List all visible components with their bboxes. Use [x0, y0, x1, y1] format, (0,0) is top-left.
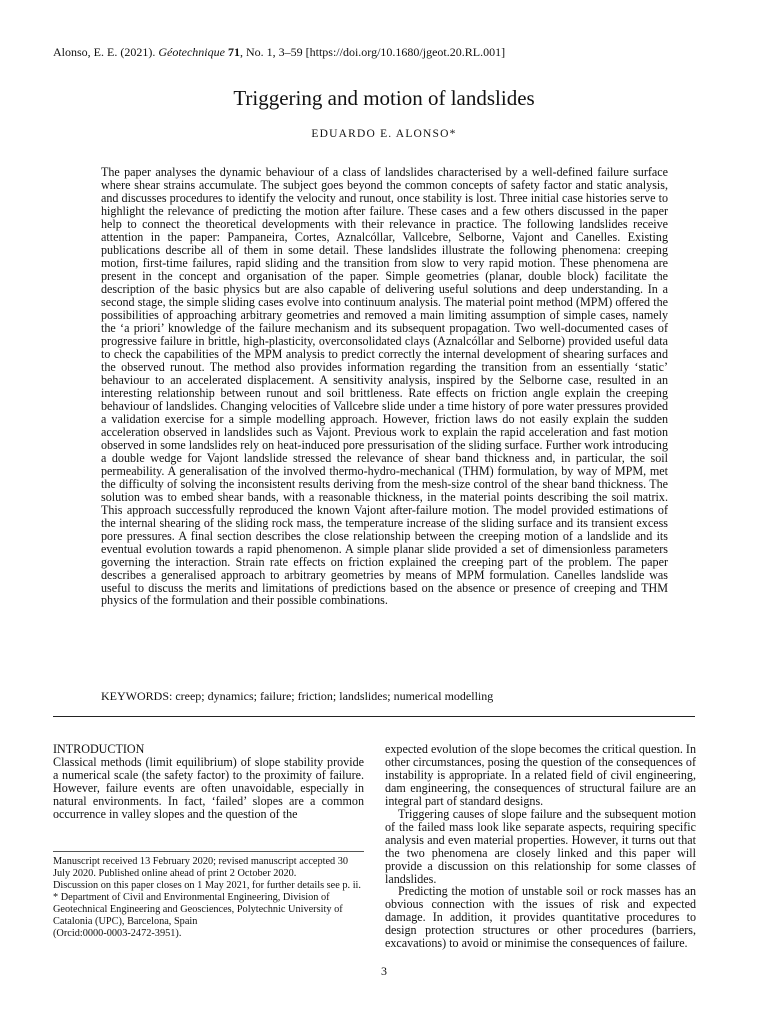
footnote-manuscript: Manuscript received 13 February 2020; revised manuscript accepted 30 July 2020. Published online ahead of print 2 October 2020. — [53, 856, 349, 879]
keywords: KEYWORDS: creep; dynamics; failure; friction; landslides; numerical modelling — [101, 689, 494, 703]
citation-authors-year: Alonso, E. E. (2021). — [53, 45, 159, 59]
footnote-divider — [53, 851, 364, 852]
footnote-orcid: (Orcid:0000-0003-2472-3951). — [53, 928, 182, 939]
abstract: The paper analyses the dynamic behaviour of a class of landslides characterised by a well-defined failure surface where shear strains accumulate. The subject goes beyond the common concepts of safety factor and static analysis, and discusses procedures to identify the velocity and runout, once stability is lost. Three initial case histories serve to highlight the relevance of predicting the motion after failure. These cases and a few others discussed in the paper help to connect the theoretical developments with their relevance in practice. The following landslides receive attention in the paper: Pampaneira, Cortes, Aznalcóllar, Vallcebre, Selborne, Vajont and Canelles. Existing publications describe all of them in some detail. These landslides illustrate the following phenomena: creeping motion, first-time failures, rapid sliding and the transition from slow to very rapid motion. These phenomena are present in the concept and organisation of the paper. Simple geometries (planar, double block) facilitate the description of the basic physics but are also capable of delivering useful solutions and deep understanding. In a second stage, the simple sliding cases evolve into continuum analysis. The material point method (MPM) offered the possibilities of approaching arbitrary geometries and removed a main limiting assumption of simple cases, namely the ‘a priori’ knowledge of the failure mechanism and its subsequent propagation. Two well-documented cases of progressive failure in brittle, high-plasticity, overconsolidated clays (Aznalcóllar and Selborne) provided useful data to check the capabilities of the MPM analysis to predict correctly the internal development of shearing surfaces and the observed runout. The method also provides information regarding the transition from an essentially ‘static’ behaviour to an accelerated displacement. A sensitivity analysis, inspired by the Selborne case, resulted in an interesting relationship between runout and soil brittleness. Rate effects on friction angle explain the creeping behaviour of landslides. Changing velocities of Vallcebre slide under a time history of pore water pressures provided a validation exercise for a simple modelling approach. However, friction laws do not easily explain the sudden acceleration observed in landslides such as Vajont. Previous work to explain the rapid acceleration and fast motion observed in some landslides rely on heat-induced pore pressurisation of the sliding surface. Further work introducing a double wedge for Vajont landslide stressed the relevance of shear band thickness and, in particular, the soil permeability. A generalisation of the involved thermo-hydro-mechanical (THM) formulation, by way of MPM, met the difficulty of solving the inconsistent results deriving from the mesh-size control of the shear band thickness. The solution was to embed shear bands, with a reasonable thickness, in the material points describing the soil matrix. This approach successfully reproduced the known Vajont after-failure motion. The model provided estimations of the internal shearing of the sliding rock mass, the temperature increase of the sliding surface and its transient excess pore pressures. A final section describes the close relationship between the creeping motion of a landslide and its eventual evolution towards a rapid phenomenon. A simple planar slide provided a set of dimensionless parameters governing the interaction. Strain rate effects on friction explained the creeping part of the problem. The paper describes a generalised approach to arbitrary geometries by means of MPM formulation. Canelles landslide was useful to discuss the merits and limitations of predictions based on the absence or presence of creeping and THM physics of the formulation and their possible combinations. — [101, 165, 668, 608]
section-heading-introduction: INTRODUCTION — [53, 742, 145, 756]
right-column — [385, 743, 696, 950]
intro-paragraph-3: Predicting the motion of unstable soil or rock masses has an obvious connection with the issues of risk and expected damage. In addition, it provides quantitative procedures to design protection structures or other procedures (barriers, excavations) to avoid or minimise the consequences of failure. — [385, 884, 696, 951]
section-divider — [53, 716, 695, 717]
citation-doi: , No. 1, 3–59 [https://doi.org/10.1680/jgeot.20.RL.001] — [239, 45, 506, 59]
journal-name: Géotechnique — [158, 45, 225, 59]
left-column — [53, 743, 364, 821]
citation-header — [53, 45, 505, 60]
page-number: 3 — [381, 964, 387, 978]
footnote-affiliation: * Department of Civil and Environmental Engineering, Division of Geotechnical Engineering and Geosciences, Polytechnic University of Catalonia (UPC), Barcelona, Spain — [53, 892, 343, 927]
intro-paragraph-1: Classical methods (limit equilibrium) of slope stability provide a numerical scale (the safety factor) to the proximity of failure. However, failure events are often unavoidable, especially in natural environments. In fact, ‘failed’ slopes are a common occurrence in valley slopes and the question of the — [53, 754, 364, 821]
intro-paragraph-2: Triggering causes of slope failure and the subsequent motion of the failed mass look like separate aspects, requiring specific analysis and even material properties. However, it turns out that the two phenomena are closely linked and this paper will provide a discussion on this relationship for some classes of landslides. — [385, 806, 696, 886]
footnote-discussion: Discussion on this paper closes on 1 May 2021, for further details see p. ii. — [53, 880, 361, 891]
author-name: EDUARDO E. ALONSO* — [311, 128, 457, 140]
footnotes — [53, 856, 364, 940]
intro-paragraph-1-continued: expected evolution of the slope becomes the critical question. In other circumstances, posing the question of the consequences of instability is appropriate. In a related field of civil engineering, dam engineering, the consequences of structural failure are an integral part of standard designs. — [385, 742, 696, 808]
paper-title: Triggering and motion of landslides — [233, 86, 535, 110]
journal-volume: 71 — [224, 45, 240, 59]
